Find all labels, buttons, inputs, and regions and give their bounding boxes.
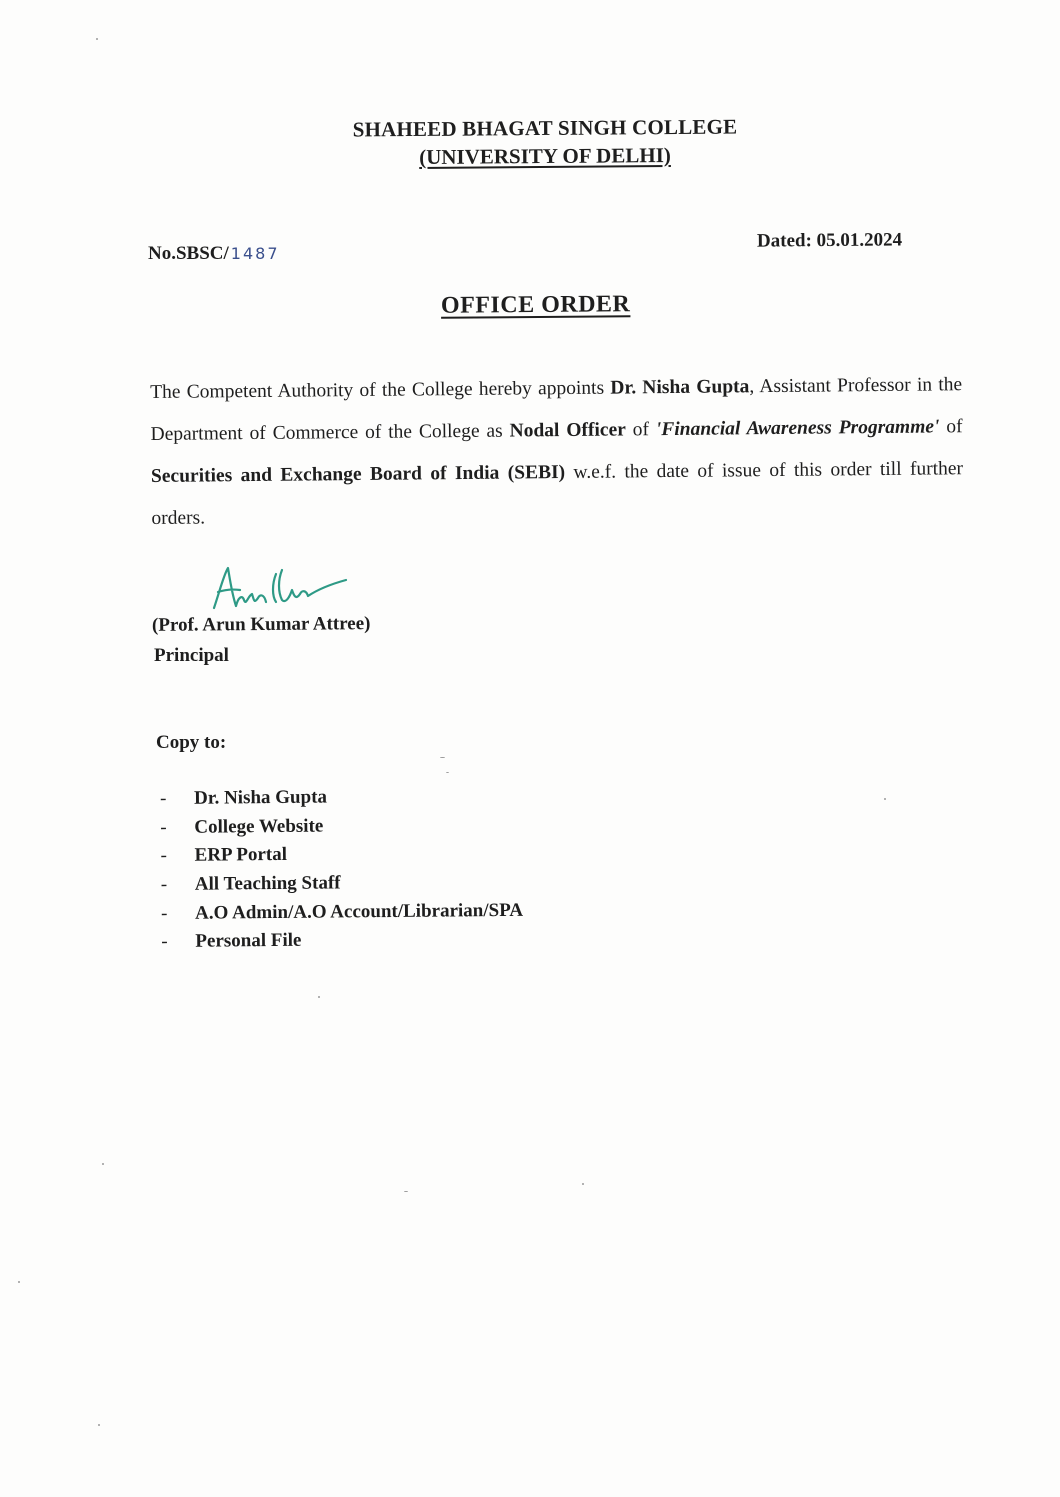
signatory-designation: Principal	[154, 645, 229, 666]
scan-speck	[440, 757, 445, 758]
college-name: SHAHEED BHAGAT SINGH COLLEGE	[352, 114, 738, 142]
scan-speck	[102, 1163, 104, 1165]
list-item-text: Personal File	[195, 930, 302, 953]
list-item-text: All Teaching Staff	[194, 872, 341, 895]
list-bullet: -	[160, 787, 167, 809]
list-item	[160, 782, 522, 814]
organisation-name: Securities and Exchange Board of India (SEBI)	[150, 462, 566, 487]
list-item	[161, 897, 523, 929]
list-item-text: Dr. Nisha Gupta	[194, 786, 328, 809]
document-title: OFFICE ORDER	[440, 291, 631, 319]
body-text-5: w.e.f. the date of issue of this order till further orders.	[151, 458, 964, 529]
body-text-2: , Assistant Professor in the Department of Commerce of the College as	[150, 374, 963, 445]
list-item	[161, 925, 523, 957]
scan-speck	[18, 1281, 20, 1283]
list-item	[160, 811, 522, 843]
order-body	[150, 364, 964, 540]
list-item-text: College Website	[194, 815, 324, 838]
list-bullet: -	[161, 931, 168, 953]
university-name: (UNIVERSITY OF DELHI)	[419, 143, 671, 169]
scan-speck	[582, 1183, 584, 1185]
reference-number	[148, 243, 280, 265]
appointee-name: Dr. Nisha Gupta	[610, 376, 750, 399]
order-date: Dated: 05.01.2024	[756, 229, 903, 252]
scan-speck	[98, 1424, 100, 1426]
list-item-text: ERP Portal	[194, 844, 288, 867]
list-bullet: -	[161, 902, 168, 924]
copy-to-label: Copy to:	[156, 732, 227, 753]
list-item-text: A.O Admin/A.O Account/Librarian/SPA	[195, 899, 524, 924]
scan-speck	[318, 996, 320, 998]
appointed-role: Nodal Officer	[509, 419, 626, 442]
scan-speck	[404, 1191, 408, 1192]
list-bullet: -	[160, 816, 167, 838]
body-text-4: of	[939, 416, 963, 438]
scan-speck	[884, 798, 886, 800]
body-text-3: of	[625, 419, 656, 441]
principal-signature	[206, 560, 366, 620]
signatory-name: (Prof. Arun Kumar Attree)	[151, 613, 371, 636]
programme-name: 'Financial Awareness Programme'	[655, 416, 940, 441]
list-item	[161, 868, 523, 900]
list-bullet: -	[160, 845, 168, 867]
scan-speck	[96, 38, 98, 40]
scan-speck	[446, 772, 449, 773]
list-bullet: -	[160, 874, 168, 896]
handwritten-reference-number: 1487	[230, 244, 280, 263]
list-item	[161, 839, 523, 871]
copy-to-list	[160, 782, 523, 957]
reference-prefix: No.SBSC/	[148, 243, 229, 264]
body-text-1: The Competent Authority of the College hereby appoints	[150, 377, 611, 403]
